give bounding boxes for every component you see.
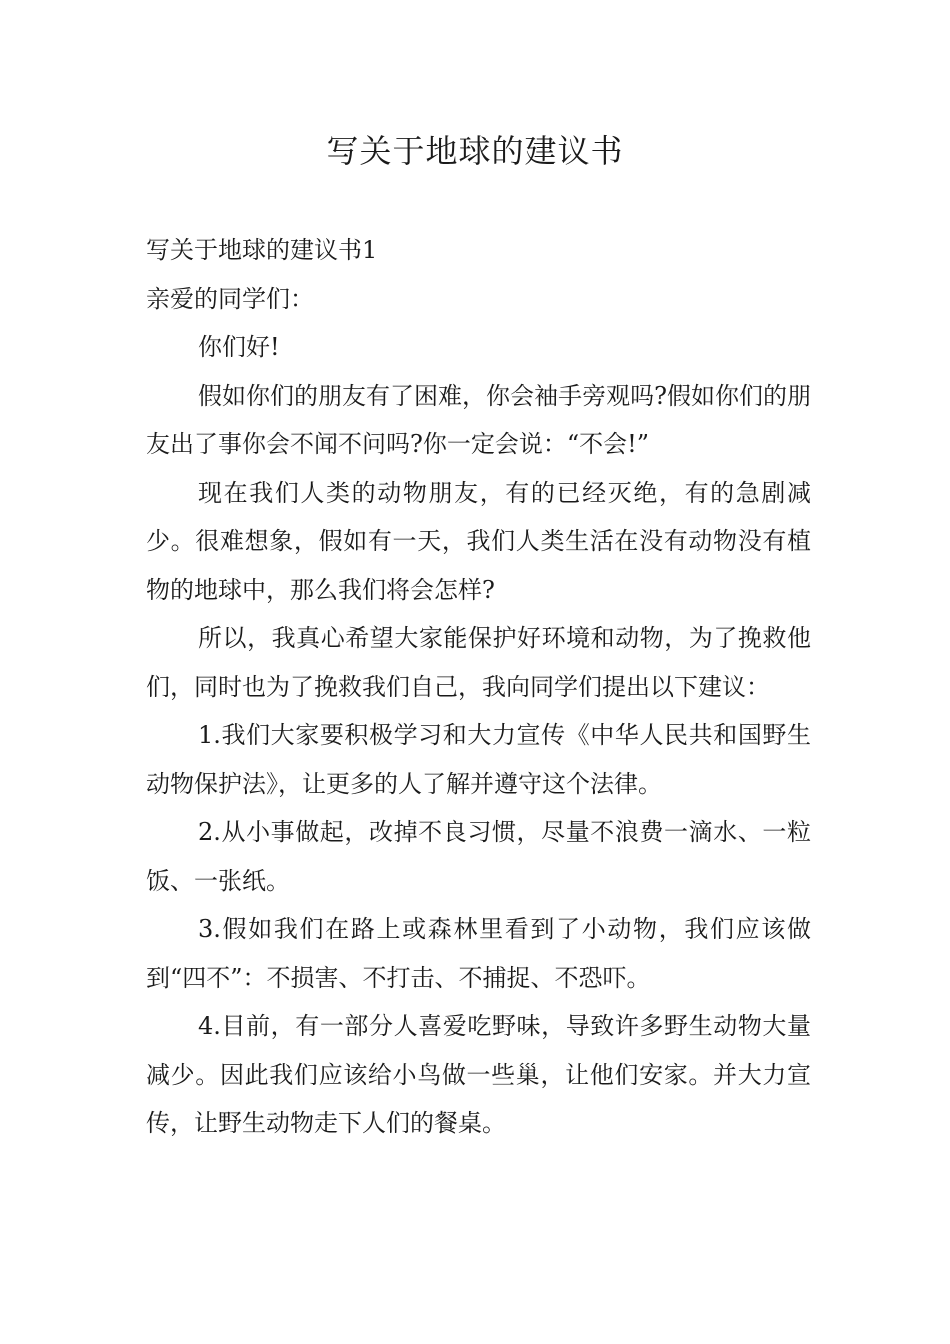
greeting: 你们好! (198, 333, 280, 361)
document-title: 写关于地球的建议书 (326, 132, 624, 170)
section-heading: 写关于地球的建议书1 (146, 236, 378, 264)
paragraph-1: 假如你们的朋友有了困难，你会袖手旁观吗?假如你们的朋友出了事你会不闻不问吗?你一定会说：“不会!” (146, 381, 811, 458)
suggestion-1: 1.我们大家要积极学习和大力宣传《中华人民共和国野生动物保护法》，让更多的人了解并遵守这个法律。 (146, 721, 811, 798)
suggestion-4: 4.目前，有一部分人喜爱吃野味，导致许多野生动物大量减少。因此我们应该给小鸟做一些巢，让他们安家。并大力宣传，让野生动物走下人们的餐桌。 (146, 1012, 811, 1137)
paragraph-2: 现在我们人类的动物朋友，有的已经灭绝，有的急剧减少。很难想象，假如有一天，我们人类生活在没有动物没有植物的地球中，那么我们将会怎样? (146, 478, 811, 604)
suggestion-2: 2.从小事做起，改掉不良习惯，尽量不浪费一滴水、一粒饭、一张纸。 (146, 818, 811, 895)
salutation: 亲爱的同学们： (146, 284, 314, 313)
suggestion-3: 3.假如我们在路上或森林里看到了小动物，我们应该做到“四不”：不损害、不打击、不捕捉、不恐吓。 (146, 915, 811, 992)
document-body (146, 226, 811, 1148)
paragraph-3: 所以，我真心希望大家能保护好环境和动物，为了挽救他们，同时也为了挽救我们自己，我向同学们提出以下建议： (146, 624, 811, 701)
